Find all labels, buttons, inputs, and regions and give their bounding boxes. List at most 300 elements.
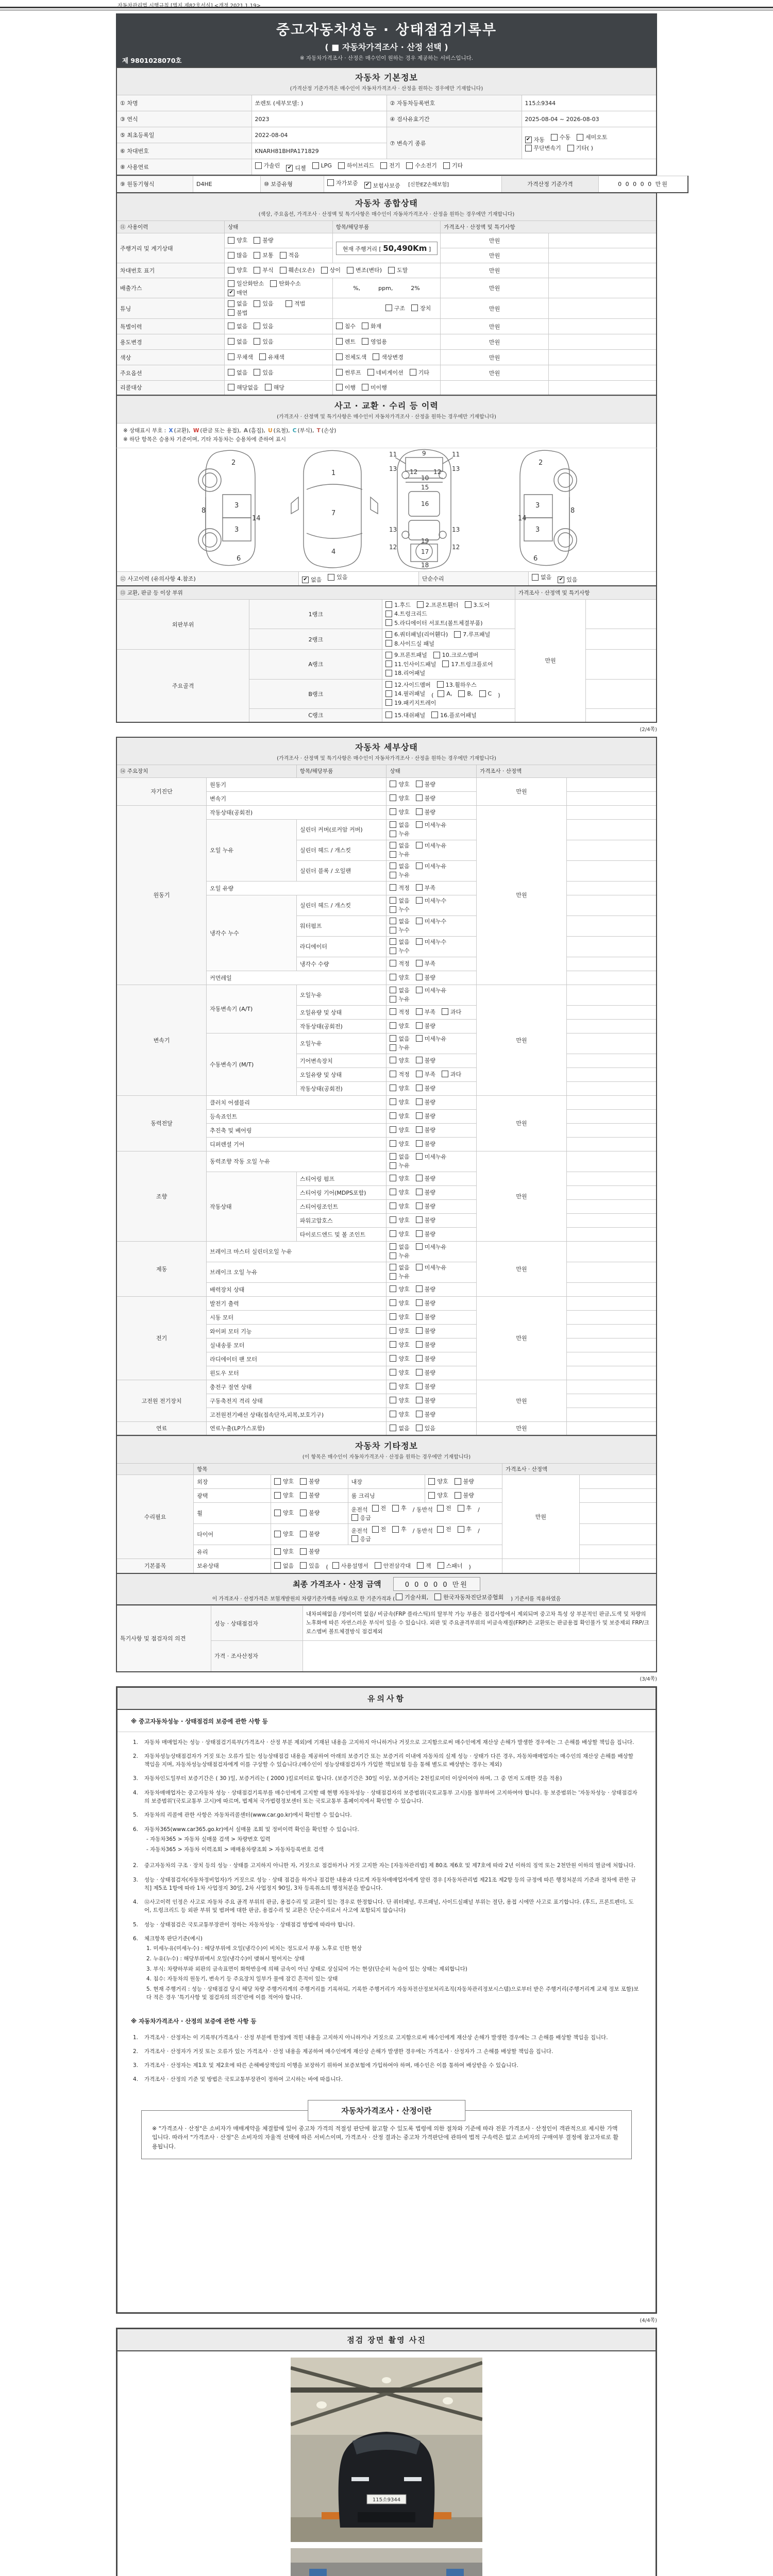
checkbox-전[interactable] xyxy=(437,1504,451,1512)
checkbox-box[interactable] xyxy=(300,1492,307,1499)
checkbox-box[interactable] xyxy=(390,1175,396,1181)
checkbox-3.도어[interactable] xyxy=(465,601,490,609)
checkbox-box[interactable] xyxy=(367,369,374,376)
checkbox-없음[interactable] xyxy=(390,821,409,829)
checkbox-box[interactable] xyxy=(455,1478,461,1485)
checkbox-사용설명서[interactable] xyxy=(332,1562,368,1570)
checkbox-box[interactable] xyxy=(416,987,423,993)
checkbox-기타( )[interactable] xyxy=(567,144,593,152)
checkbox-부식[interactable] xyxy=(254,266,273,274)
checkbox-box[interactable] xyxy=(285,300,292,307)
checkbox-9.프론트패널[interactable] xyxy=(385,651,427,659)
checkbox-box[interactable] xyxy=(362,384,368,391)
checkbox-양호[interactable] xyxy=(228,266,247,274)
checkbox-불량[interactable] xyxy=(416,973,435,981)
checkbox-양호[interactable] xyxy=(390,1022,409,1030)
checkbox-box[interactable] xyxy=(437,1505,444,1512)
checkbox-box[interactable] xyxy=(390,1411,396,1417)
checkbox-box[interactable] xyxy=(390,1126,396,1133)
checkbox-누유[interactable] xyxy=(390,871,409,879)
checkbox-불량[interactable] xyxy=(300,1547,320,1555)
checkbox-box[interactable] xyxy=(228,323,234,329)
checkbox-box[interactable] xyxy=(390,1153,396,1160)
checkbox-없음[interactable] xyxy=(390,862,409,870)
checkbox-19.패키지트레이[interactable] xyxy=(385,699,436,707)
checkbox-불량[interactable] xyxy=(416,1084,435,1092)
checkbox-box[interactable] xyxy=(390,1252,396,1259)
checkbox-box[interactable] xyxy=(392,1505,399,1512)
checkbox-탄화수소[interactable] xyxy=(270,279,301,287)
checkbox-box[interactable] xyxy=(410,369,416,376)
checkbox-box[interactable] xyxy=(385,652,392,658)
checkbox-box[interactable] xyxy=(390,1008,396,1015)
checkbox-미이행[interactable] xyxy=(362,383,387,392)
checkbox-box[interactable] xyxy=(437,1526,444,1533)
checkbox-box[interactable] xyxy=(375,1562,381,1569)
checkbox-불량[interactable] xyxy=(416,1022,435,1030)
checkbox-이행[interactable] xyxy=(336,383,356,392)
checkbox-누수[interactable] xyxy=(390,946,409,955)
checkbox-box[interactable] xyxy=(577,134,583,141)
checkbox-box[interactable] xyxy=(385,619,392,626)
checkbox-box[interactable] xyxy=(458,1526,464,1533)
checkbox-불량[interactable] xyxy=(416,1216,435,1224)
checkbox-양호[interactable] xyxy=(228,236,247,244)
checkbox-1.후드[interactable] xyxy=(385,601,411,609)
checkbox-불량[interactable] xyxy=(416,1056,435,1064)
checkbox-box[interactable] xyxy=(390,1202,396,1209)
checkbox-box[interactable] xyxy=(551,134,558,141)
checkbox-box[interactable] xyxy=(390,1189,396,1195)
checkbox-도말[interactable] xyxy=(388,266,408,274)
checkbox-box[interactable] xyxy=(255,162,262,169)
checkbox-부족[interactable] xyxy=(416,884,435,892)
checkbox-box[interactable] xyxy=(416,1022,423,1029)
checkbox-적법[interactable] xyxy=(285,299,305,308)
checkbox-box[interactable] xyxy=(274,1478,281,1485)
checkbox-렌트[interactable] xyxy=(336,337,356,346)
checkbox-기술사회,[interactable] xyxy=(396,1593,428,1601)
checkbox-후[interactable] xyxy=(458,1504,472,1512)
checkbox-box[interactable] xyxy=(416,1084,423,1091)
checkbox-box[interactable] xyxy=(300,1562,307,1569)
checkbox-box[interactable] xyxy=(274,1562,281,1569)
checkbox-적음[interactable] xyxy=(280,251,299,259)
checkbox-불량[interactable] xyxy=(416,1313,435,1321)
checkbox-불량[interactable] xyxy=(416,1202,435,1210)
checkbox-적정[interactable] xyxy=(390,1008,409,1016)
checkbox-box[interactable] xyxy=(396,1594,402,1600)
checkbox-누유[interactable] xyxy=(390,829,409,838)
checkbox-LPG[interactable] xyxy=(312,162,332,169)
checkbox-box[interactable] xyxy=(312,162,319,169)
checkbox-있음[interactable] xyxy=(254,299,273,308)
checkbox-네비게이션[interactable] xyxy=(367,368,404,377)
checkbox-box[interactable] xyxy=(390,831,396,837)
checkbox-box[interactable] xyxy=(416,1285,423,1292)
checkbox-box[interactable] xyxy=(390,1369,396,1376)
checkbox-box[interactable] xyxy=(390,842,396,849)
checkbox-훼손(오손)[interactable] xyxy=(280,266,315,274)
checkbox-box[interactable] xyxy=(300,1510,307,1516)
checkbox-box[interactable] xyxy=(416,1189,423,1195)
checkbox-box[interactable] xyxy=(390,1035,396,1042)
checkbox-box[interactable] xyxy=(416,842,423,849)
checkbox-양호[interactable] xyxy=(428,1477,448,1485)
checkbox-매연[interactable] xyxy=(228,289,247,297)
checkbox-없음[interactable] xyxy=(390,1153,409,1161)
checkbox-box[interactable] xyxy=(454,631,461,638)
checkbox-불량[interactable] xyxy=(416,1354,435,1363)
checkbox-box[interactable] xyxy=(332,1562,339,1569)
checkbox-box[interactable] xyxy=(458,1505,464,1512)
checkbox-box[interactable] xyxy=(442,660,449,667)
checkbox-box[interactable] xyxy=(416,1112,423,1119)
checkbox-변조(변타)[interactable] xyxy=(347,266,382,274)
checkbox-box[interactable] xyxy=(390,1162,396,1169)
checkbox-불량[interactable] xyxy=(416,1285,435,1293)
checkbox-있음[interactable] xyxy=(254,368,273,377)
checkbox-box[interactable] xyxy=(385,304,392,311)
checkbox-응급[interactable] xyxy=(351,1514,371,1522)
checkbox-양호[interactable] xyxy=(390,1174,409,1182)
checkbox-box[interactable] xyxy=(254,323,260,329)
checkbox-box[interactable] xyxy=(390,1216,396,1223)
checkbox-box[interactable] xyxy=(390,938,396,945)
checkbox-전기[interactable] xyxy=(380,161,400,170)
checkbox-box[interactable] xyxy=(228,300,234,307)
checkbox-양호[interactable] xyxy=(274,1547,294,1555)
checkbox-box[interactable] xyxy=(390,1285,396,1292)
checkbox-box[interactable] xyxy=(434,1594,441,1600)
checkbox-box[interactable] xyxy=(274,1492,281,1499)
checkbox-양호[interactable] xyxy=(390,1056,409,1064)
checkbox-11.인사이드패널[interactable] xyxy=(385,660,436,668)
checkbox-box[interactable] xyxy=(390,1022,396,1029)
checkbox-box[interactable] xyxy=(411,304,418,311)
checkbox-불량[interactable] xyxy=(416,1368,435,1377)
checkbox-색상변경[interactable] xyxy=(373,353,404,361)
checkbox-box[interactable] xyxy=(390,1098,396,1105)
checkbox-불량[interactable] xyxy=(416,794,435,802)
checkbox-box[interactable] xyxy=(416,794,423,801)
checkbox-없음[interactable] xyxy=(390,917,409,925)
checkbox-box[interactable] xyxy=(385,601,392,608)
checkbox-box[interactable] xyxy=(254,300,260,307)
checkbox-box[interactable] xyxy=(416,918,423,924)
checkbox-box[interactable] xyxy=(336,353,343,360)
checkbox-box[interactable] xyxy=(390,808,396,815)
checkbox-적정[interactable] xyxy=(390,959,409,968)
checkbox-양호[interactable] xyxy=(390,1354,409,1363)
checkbox-box[interactable] xyxy=(385,690,392,697)
checkbox-없음[interactable] xyxy=(390,1424,409,1432)
checkbox-box[interactable] xyxy=(351,1514,358,1521)
checkbox-누유[interactable] xyxy=(390,1043,409,1052)
checkbox-box[interactable] xyxy=(416,1411,423,1417)
checkbox-많음[interactable] xyxy=(228,251,247,259)
checkbox-양호[interactable] xyxy=(390,794,409,802)
checkbox-box[interactable] xyxy=(254,252,260,259)
checkbox-없음[interactable] xyxy=(390,1035,409,1043)
checkbox-box[interactable] xyxy=(254,267,260,274)
checkbox-없음[interactable] xyxy=(228,337,247,346)
checkbox-불량[interactable] xyxy=(300,1509,320,1517)
checkbox-box[interactable] xyxy=(373,353,379,360)
checkbox-box[interactable] xyxy=(254,369,260,376)
checkbox-스패너[interactable] xyxy=(438,1562,463,1570)
checkbox-box[interactable] xyxy=(390,884,396,891)
checkbox-불량[interactable] xyxy=(455,1491,474,1499)
checkbox-box[interactable] xyxy=(390,996,396,1003)
checkbox-불량[interactable] xyxy=(416,1327,435,1335)
checkbox-있음[interactable] xyxy=(254,322,273,330)
checkbox-box[interactable] xyxy=(385,699,392,706)
checkbox-불량[interactable] xyxy=(416,1230,435,1238)
checkbox-누수[interactable] xyxy=(390,905,409,913)
checkbox-자동[interactable] xyxy=(525,135,545,144)
checkbox-미세누유[interactable] xyxy=(416,1153,447,1161)
checkbox-box[interactable] xyxy=(385,681,392,688)
checkbox-box[interactable] xyxy=(532,574,539,581)
checkbox-box[interactable] xyxy=(390,1397,396,1403)
checkbox-과다[interactable] xyxy=(442,1070,461,1078)
checkbox-box[interactable] xyxy=(416,1230,423,1237)
checkbox-box[interactable] xyxy=(406,162,413,169)
checkbox-응급[interactable] xyxy=(351,1535,371,1543)
checkbox-box[interactable] xyxy=(416,1327,423,1334)
checkbox-box[interactable] xyxy=(458,690,465,697)
checkbox-box[interactable] xyxy=(300,1478,307,1485)
checkbox-썬루프[interactable] xyxy=(336,368,361,377)
checkbox-있음[interactable] xyxy=(328,573,347,581)
checkbox-없음[interactable] xyxy=(228,322,247,330)
checkbox-box[interactable] xyxy=(390,1273,396,1280)
checkbox-box[interactable] xyxy=(347,267,354,274)
checkbox-box[interactable] xyxy=(416,1397,423,1403)
checkbox-불량[interactable] xyxy=(416,780,435,788)
checkbox-box[interactable] xyxy=(351,1535,358,1542)
checkbox-불량[interactable] xyxy=(416,1382,435,1391)
checkbox-box[interactable] xyxy=(416,1341,423,1348)
checkbox-box[interactable] xyxy=(380,162,387,169)
checkbox-양호[interactable] xyxy=(390,1285,409,1293)
checkbox-없음[interactable] xyxy=(532,573,551,581)
checkbox-C[interactable] xyxy=(479,690,492,697)
checkbox-box[interactable]: ✔ xyxy=(525,137,532,143)
checkbox-box[interactable] xyxy=(328,574,334,581)
checkbox-양호[interactable] xyxy=(274,1477,294,1485)
checkbox-양호[interactable] xyxy=(390,1396,409,1404)
checkbox-box[interactable] xyxy=(362,338,368,345)
checkbox-box[interactable] xyxy=(228,267,234,274)
checkbox-box[interactable] xyxy=(416,1175,423,1181)
checkbox-양호[interactable] xyxy=(390,1368,409,1377)
checkbox-양호[interactable] xyxy=(390,1410,409,1418)
checkbox-18.리어패널[interactable] xyxy=(385,669,425,677)
checkbox-미세누유[interactable] xyxy=(416,1243,447,1251)
checkbox-box[interactable] xyxy=(385,631,392,638)
checkbox-세미오토[interactable] xyxy=(577,133,608,141)
checkbox-적정[interactable] xyxy=(390,1070,409,1078)
checkbox-box[interactable] xyxy=(390,1425,396,1431)
checkbox-양호[interactable] xyxy=(390,1112,409,1120)
checkbox-box[interactable] xyxy=(416,1313,423,1320)
checkbox-전[interactable] xyxy=(372,1525,386,1533)
checkbox-box[interactable] xyxy=(438,1562,444,1569)
checkbox-box[interactable] xyxy=(416,781,423,787)
checkbox-누유[interactable] xyxy=(390,1272,409,1280)
checkbox-불량[interactable] xyxy=(416,1140,435,1148)
checkbox-후[interactable] xyxy=(458,1525,472,1533)
checkbox-있음[interactable] xyxy=(254,337,273,346)
checkbox-없음[interactable] xyxy=(390,938,409,946)
checkbox-box[interactable] xyxy=(254,338,260,345)
checkbox-무단변속기[interactable] xyxy=(525,144,561,152)
checkbox-장치[interactable] xyxy=(411,304,431,312)
checkbox-하이브리드[interactable] xyxy=(338,161,374,170)
checkbox-있음[interactable] xyxy=(558,575,577,584)
checkbox-수소전기[interactable] xyxy=(406,161,437,170)
checkbox-box[interactable] xyxy=(438,690,444,697)
checkbox-없음[interactable] xyxy=(390,1243,409,1251)
checkbox-누유[interactable] xyxy=(390,995,409,1003)
checkbox-box[interactable] xyxy=(362,323,368,329)
checkbox-양호[interactable] xyxy=(390,1126,409,1134)
checkbox-미세누유[interactable] xyxy=(416,1035,447,1043)
checkbox-box[interactable] xyxy=(280,252,287,259)
checkbox-양호[interactable] xyxy=(390,1230,409,1238)
checkbox-box[interactable] xyxy=(416,974,423,980)
checkbox-box[interactable] xyxy=(479,690,486,697)
checkbox-box[interactable] xyxy=(390,1313,396,1320)
checkbox-보험사보증[interactable] xyxy=(364,181,400,190)
checkbox-양호[interactable] xyxy=(390,1188,409,1196)
checkbox-없음[interactable] xyxy=(390,841,409,850)
checkbox-유채색[interactable] xyxy=(259,353,284,361)
checkbox-디젤[interactable] xyxy=(286,164,306,172)
checkbox-box[interactable] xyxy=(280,267,287,274)
checkbox-box[interactable] xyxy=(455,1492,461,1499)
checkbox-box[interactable] xyxy=(390,1140,396,1147)
checkbox-box[interactable]: ✔ xyxy=(302,577,309,583)
checkbox-box[interactable] xyxy=(416,1140,423,1147)
checkbox-box[interactable] xyxy=(567,145,574,151)
checkbox-불량[interactable] xyxy=(416,1341,435,1349)
checkbox-box[interactable] xyxy=(443,162,450,169)
checkbox-불법[interactable] xyxy=(228,309,247,317)
checkbox-미세누수[interactable] xyxy=(416,896,447,905)
checkbox-box[interactable] xyxy=(442,1008,448,1015)
checkbox-box[interactable] xyxy=(416,884,423,891)
checkbox-box[interactable] xyxy=(416,1071,423,1077)
checkbox-box[interactable] xyxy=(416,938,423,945)
checkbox-불량[interactable] xyxy=(300,1530,320,1538)
checkbox-box[interactable] xyxy=(416,897,423,904)
checkbox-box[interactable] xyxy=(416,1383,423,1389)
checkbox-16.플로어패널[interactable] xyxy=(431,711,477,719)
checkbox-부족[interactable] xyxy=(416,1070,435,1078)
checkbox-불량[interactable] xyxy=(300,1477,320,1485)
checkbox-있음[interactable] xyxy=(416,1424,435,1432)
checkbox-15.대쉬패널[interactable] xyxy=(385,711,425,719)
checkbox-box[interactable] xyxy=(417,601,424,608)
checkbox-box[interactable] xyxy=(416,1057,423,1063)
checkbox-B,[interactable] xyxy=(458,690,473,697)
checkbox-box[interactable] xyxy=(274,1531,281,1537)
checkbox-box[interactable]: ✔ xyxy=(558,577,564,583)
checkbox-양호[interactable] xyxy=(274,1509,294,1517)
checkbox-box[interactable] xyxy=(416,808,423,815)
checkbox-12.사이드멤버[interactable] xyxy=(385,681,431,689)
checkbox-box[interactable] xyxy=(390,1264,396,1270)
checkbox-box[interactable] xyxy=(390,897,396,904)
checkbox-box[interactable] xyxy=(437,681,444,688)
checkbox-box[interactable] xyxy=(416,862,423,869)
checkbox-box[interactable] xyxy=(385,711,392,718)
checkbox-과다[interactable] xyxy=(442,1008,461,1016)
checkbox-box[interactable] xyxy=(390,960,396,967)
checkbox-box[interactable] xyxy=(265,384,272,391)
checkbox-box[interactable] xyxy=(228,252,234,259)
checkbox-침수[interactable] xyxy=(336,322,356,330)
checkbox-box[interactable] xyxy=(254,237,260,244)
checkbox-box[interactable] xyxy=(390,1071,396,1077)
checkbox-해당없음[interactable] xyxy=(228,383,259,392)
checkbox-box[interactable] xyxy=(390,1084,396,1091)
checkbox-양호[interactable] xyxy=(390,1216,409,1224)
checkbox-부족[interactable] xyxy=(416,1008,435,1016)
checkbox-box[interactable] xyxy=(416,960,423,967)
checkbox-부족[interactable] xyxy=(416,959,435,968)
checkbox-불량[interactable] xyxy=(416,808,435,816)
checkbox-box[interactable] xyxy=(390,906,396,913)
checkbox-없음[interactable] xyxy=(302,575,322,584)
checkbox-box[interactable] xyxy=(388,267,395,274)
checkbox-불량[interactable] xyxy=(455,1477,474,1485)
checkbox-box[interactable] xyxy=(390,1243,396,1250)
checkbox-전[interactable] xyxy=(372,1504,386,1512)
checkbox-box[interactable] xyxy=(390,1057,396,1063)
checkbox-누수[interactable] xyxy=(390,926,409,934)
checkbox-box[interactable] xyxy=(390,1355,396,1362)
checkbox-없음[interactable] xyxy=(390,1263,409,1272)
checkbox-box[interactable] xyxy=(390,862,396,869)
checkbox-적정[interactable] xyxy=(390,884,409,892)
checkbox-box[interactable] xyxy=(416,1425,423,1431)
checkbox-box[interactable]: ✔ xyxy=(228,290,234,296)
checkbox-box[interactable] xyxy=(390,1230,396,1237)
checkbox-양호[interactable] xyxy=(390,1327,409,1335)
checkbox-4.트렁크리드[interactable] xyxy=(385,609,427,618)
checkbox-box[interactable] xyxy=(416,1243,423,1250)
checkbox-양호[interactable] xyxy=(390,1098,409,1106)
checkbox-6.쿼터패널(리어휀다)[interactable] xyxy=(385,630,448,638)
checkbox-box[interactable] xyxy=(390,1383,396,1389)
checkbox-box[interactable] xyxy=(390,927,396,934)
checkbox-5.라디에이터 서포트(볼트체결부품)[interactable] xyxy=(385,619,482,627)
checkbox-box[interactable] xyxy=(442,1071,448,1077)
checkbox-불량[interactable] xyxy=(416,1174,435,1182)
checkbox-자가보증[interactable] xyxy=(327,179,358,187)
checkbox-가솔린[interactable] xyxy=(255,161,280,170)
checkbox-box[interactable] xyxy=(390,1299,396,1306)
checkbox-box[interactable] xyxy=(336,323,343,329)
checkbox-box[interactable] xyxy=(336,369,343,376)
checkbox-box[interactable] xyxy=(416,1098,423,1105)
checkbox-box[interactable] xyxy=(274,1510,281,1516)
checkbox-box[interactable] xyxy=(228,237,234,244)
